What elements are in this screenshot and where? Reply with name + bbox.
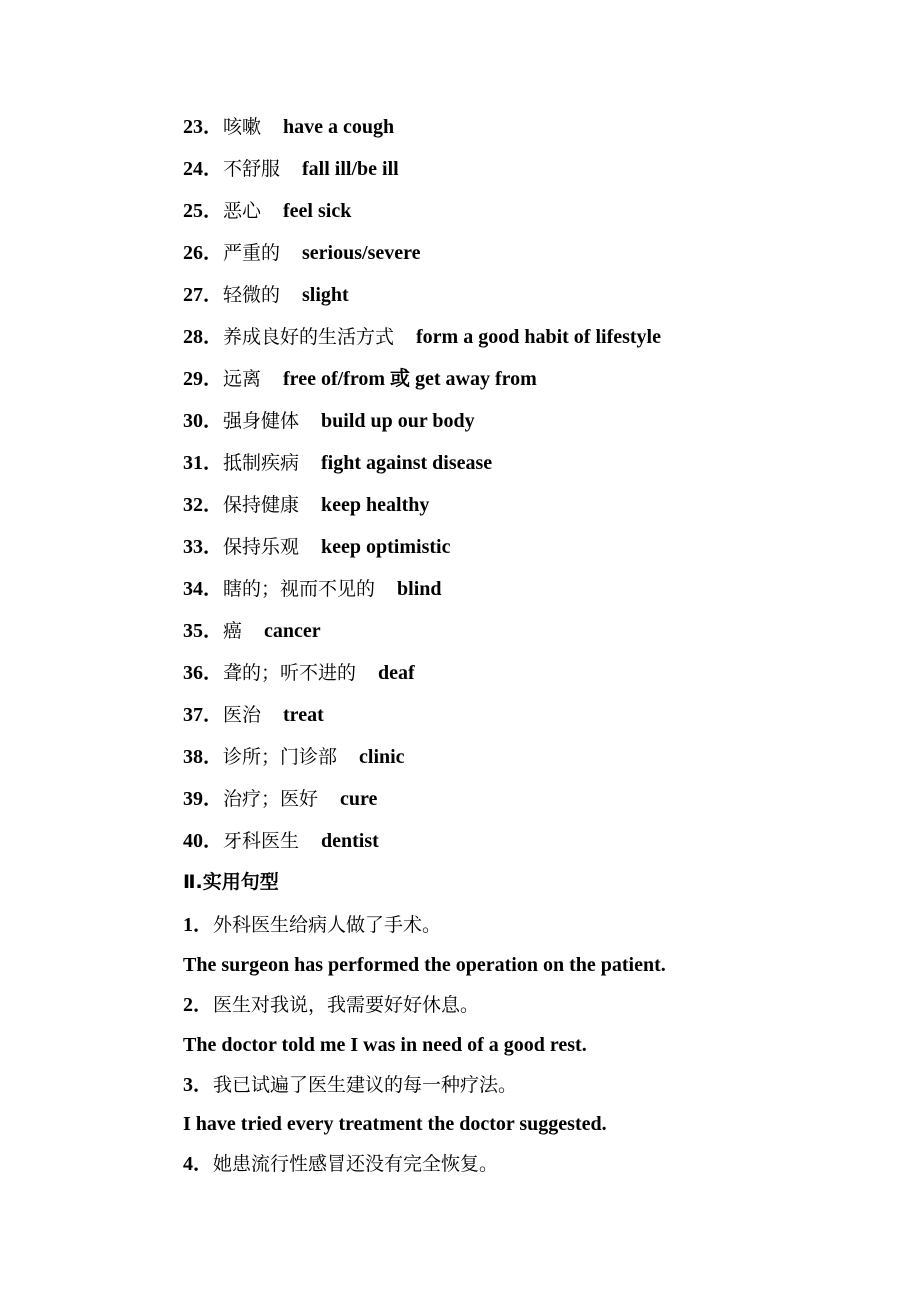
chinese-term: 癌 — [223, 620, 243, 642]
chinese-term: 医治 — [223, 704, 262, 726]
item-number: 34． — [183, 578, 223, 600]
sentence-chinese — [183, 1072, 517, 1097]
english-term: treat — [283, 704, 324, 726]
chinese-term: 保持健康 — [223, 494, 300, 516]
chinese-term: 强身健体 — [223, 410, 300, 432]
vocab-item — [183, 366, 537, 391]
vocab-item — [183, 576, 442, 601]
english-term: deaf — [378, 662, 415, 684]
sentence-chinese — [183, 992, 479, 1017]
vocab-item — [183, 828, 379, 853]
vocab-item — [183, 534, 450, 559]
english-term: fight against disease — [321, 452, 493, 474]
english-term: build up our body — [321, 410, 475, 432]
item-number: 32． — [183, 494, 223, 516]
vocab-item — [183, 618, 321, 643]
chinese-sentence: 外科医生给病人做了手术。 — [213, 914, 442, 936]
chinese-term: 咳嗽 — [223, 116, 262, 138]
chinese-term: 瞎的；视而不见的 — [223, 578, 376, 600]
item-number: 27． — [183, 284, 223, 306]
item-number: 3． — [183, 1074, 213, 1096]
english-sentence: I have tried every treatment the doctor suggested. — [183, 1113, 607, 1135]
item-number: 37． — [183, 704, 223, 726]
item-number: 35． — [183, 620, 223, 642]
chinese-term: 牙科医生 — [223, 830, 300, 852]
vocab-item — [183, 240, 421, 265]
item-number: 1． — [183, 914, 213, 936]
sentence-chinese — [183, 1151, 498, 1176]
english-term: form a good habit of lifestyle — [416, 326, 661, 348]
item-number: 2． — [183, 994, 213, 1016]
item-number: 40． — [183, 830, 223, 852]
vocab-item — [183, 744, 405, 769]
vocab-item — [183, 702, 324, 727]
english-term: cancer — [264, 620, 321, 642]
english-term: cure — [340, 788, 378, 810]
chinese-term: 保持乐观 — [223, 536, 300, 558]
english-term: slight — [302, 284, 349, 306]
english-term: have a cough — [283, 116, 395, 138]
item-number: 26． — [183, 242, 223, 264]
vocab-item — [183, 408, 475, 433]
vocab-item — [183, 156, 399, 181]
vocab-item — [183, 114, 394, 139]
vocab-item — [183, 660, 415, 685]
chinese-sentence: 我已试遍了医生建议的每一种疗法。 — [213, 1074, 518, 1096]
chinese-term: 抵制疾病 — [223, 452, 300, 474]
english-term: fall ill/be ill — [302, 158, 399, 180]
vocab-item — [183, 324, 661, 349]
english-term: serious/severe — [302, 242, 421, 264]
item-number: 39． — [183, 788, 223, 810]
chinese-term: 聋的；听不进的 — [223, 662, 357, 684]
english-sentence: The surgeon has performed the operation on the patient. — [183, 954, 666, 976]
item-number: 30． — [183, 410, 223, 432]
vocab-item — [183, 198, 351, 223]
chinese-term: 轻微的 — [223, 284, 281, 306]
chinese-term: 诊所；门诊部 — [223, 746, 338, 768]
item-number: 23． — [183, 116, 223, 138]
english-term: blind — [397, 578, 442, 600]
english-term: free of/from 或 get away from — [283, 368, 537, 390]
item-number: 4． — [183, 1153, 213, 1175]
item-number: 31． — [183, 452, 223, 474]
vocab-item — [183, 450, 492, 475]
item-number: 25． — [183, 200, 223, 222]
chinese-term: 远离 — [223, 368, 262, 390]
vocab-item — [183, 786, 377, 811]
item-number: 38． — [183, 746, 223, 768]
chinese-sentence: 医生对我说，我需要好好休息。 — [213, 994, 480, 1016]
chinese-term: 养成良好的生活方式 — [223, 326, 395, 348]
item-number: 24． — [183, 158, 223, 180]
english-term: clinic — [359, 746, 405, 768]
chinese-term: 不舒服 — [223, 158, 281, 180]
chinese-term: 治疗；医好 — [223, 788, 319, 810]
item-number: 28． — [183, 326, 223, 348]
item-number: 33． — [183, 536, 223, 558]
english-term: dentist — [321, 830, 379, 852]
vocab-item — [183, 492, 429, 517]
english-term: keep optimistic — [321, 536, 451, 558]
sentence-chinese — [183, 912, 441, 937]
item-number: 29． — [183, 368, 223, 390]
vocab-item — [183, 282, 349, 307]
english-sentence: The doctor told me I was in need of a good rest. — [183, 1034, 587, 1056]
chinese-term: 严重的 — [223, 242, 281, 264]
english-term: feel sick — [283, 200, 352, 222]
section-title: Ⅱ.实用句型 — [183, 871, 279, 893]
chinese-sentence: 她患流行性感冒还没有完全恢复。 — [213, 1153, 499, 1175]
chinese-term: 恶心 — [223, 200, 262, 222]
english-term: keep healthy — [321, 494, 430, 516]
item-number: 36． — [183, 662, 223, 684]
